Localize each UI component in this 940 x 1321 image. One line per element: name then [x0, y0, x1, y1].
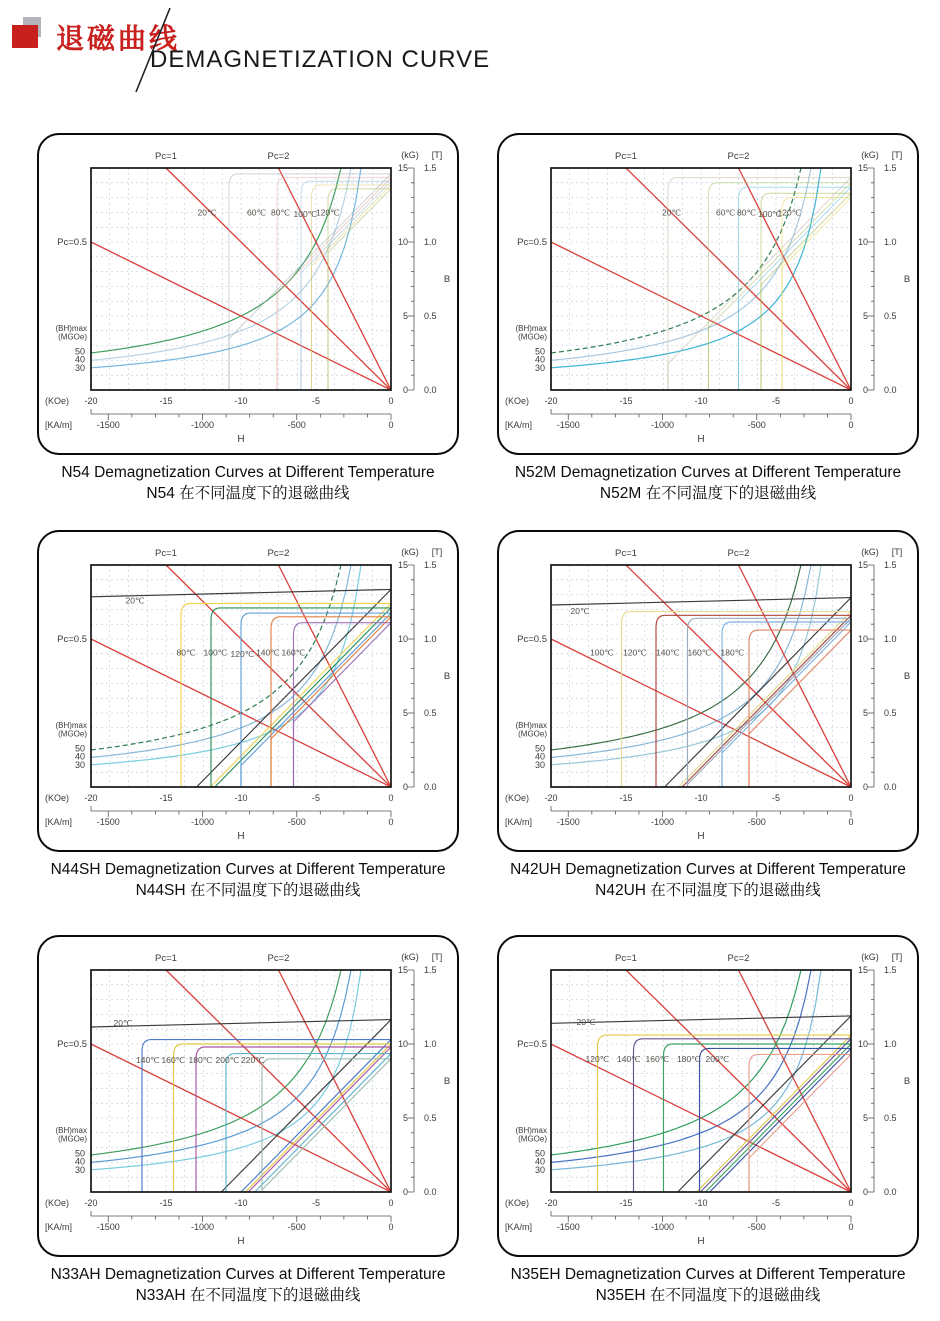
mgoe-label: (MGOe) — [58, 332, 87, 342]
intrinsic-curve-20℃ — [551, 598, 851, 605]
kg-tick: 0 — [862, 782, 868, 792]
chart-section-n42uh — [497, 530, 919, 901]
y-unit-t: [T] — [431, 952, 443, 962]
chart-section-n33ah — [37, 935, 459, 1306]
kam-tick: -1000 — [190, 817, 215, 827]
temp-label-180℃: 180℃ — [677, 1053, 701, 1064]
kg-tick: 15 — [397, 560, 408, 570]
t-tick: 1.0 — [424, 1039, 437, 1049]
chart-caption — [497, 859, 919, 901]
temp-label-180℃: 180℃ — [720, 647, 745, 658]
koe-tick: -5 — [311, 396, 321, 406]
x-unit-kam: [KA/m] — [45, 420, 73, 430]
koe-tick: -20 — [84, 396, 98, 406]
temp-label-100℃: 100℃ — [590, 647, 614, 658]
koe-tick: 0 — [848, 793, 854, 803]
temp-label-140℃: 140℃ — [617, 1053, 641, 1064]
bhmax-label: (BH)max — [515, 720, 547, 730]
x-unit-kam: [KA/m] — [45, 1222, 73, 1232]
pc-load-line-2 — [279, 168, 392, 390]
y-unit-t: [T] — [891, 952, 903, 962]
x-unit-koe: (KOe) — [505, 793, 530, 803]
temp-label-180℃: 180℃ — [188, 1055, 213, 1066]
chart-panel-n33ah — [37, 935, 459, 1257]
kg-tick: 10 — [397, 237, 408, 247]
mgoe-label: (MGOe) — [518, 1134, 547, 1144]
page-title-zh: 退磁曲线 — [56, 23, 181, 54]
koe-tick: -10 — [234, 793, 248, 803]
temp-label-140℃: 140℃ — [656, 647, 680, 658]
b-axis-label: B — [903, 670, 911, 682]
mgoe-label: (MGOe) — [518, 332, 547, 342]
t-tick: 0.5 — [424, 311, 437, 321]
t-tick: 0.0 — [884, 782, 897, 792]
x-unit-koe: (KOe) — [45, 793, 70, 803]
koe-tick: -15 — [619, 1198, 633, 1208]
page-title-en: DEMAGNETIZATION CURVE — [150, 46, 491, 73]
koe-tick: -10 — [234, 396, 248, 406]
grid — [551, 168, 851, 390]
t-tick: 1.0 — [884, 1039, 897, 1049]
t-tick: 1.5 — [884, 163, 897, 173]
kg-tick: 0 — [862, 385, 868, 395]
mgoe-label: (MGOe) — [58, 1134, 87, 1144]
chart-caption-zh: N44SH 在不同温度下的退磁曲线 — [135, 882, 361, 899]
chart-svg-N52M — [499, 138, 916, 450]
temp-label-20℃: 20℃ — [197, 207, 217, 218]
pc-load-line-2 — [739, 970, 852, 1192]
b-axis-label: B — [443, 273, 451, 285]
t-tick: 0.0 — [884, 385, 897, 395]
pc2-label: Pc=2 — [727, 151, 750, 162]
chart-section-n44sh — [37, 530, 459, 901]
temp-label-20℃: 20℃ — [570, 605, 590, 616]
bh-contour-40mgoe — [551, 565, 811, 757]
temp-label-140℃: 140℃ — [256, 647, 280, 658]
pc1-label: Pc=1 — [615, 953, 637, 964]
koe-tick: 0 — [388, 396, 394, 406]
temp-label-60℃: 60℃ — [716, 207, 736, 218]
koe-tick: 0 — [848, 396, 854, 406]
kg-tick: 0 — [402, 385, 408, 395]
h-axis-label: H — [697, 1236, 705, 1247]
t-tick: 0.0 — [424, 782, 437, 792]
y-unit-kg: (kG) — [861, 150, 879, 160]
bh-contour-30mgoe — [551, 168, 821, 368]
kam-tick: -1000 — [650, 420, 675, 430]
bh-tick: 40 — [74, 354, 85, 365]
bh-tick: 30 — [74, 1164, 85, 1175]
t-tick: 1.5 — [884, 560, 897, 570]
temp-label-200℃: 200℃ — [215, 1055, 240, 1066]
koe-tick: -15 — [159, 396, 173, 406]
bh-tick: 50 — [74, 346, 85, 357]
kam-tick: 0 — [848, 1222, 854, 1232]
pc1-label: Pc=1 — [155, 151, 177, 162]
chart-caption-en: N42UH Demagnetization Curves at Different Temperature — [510, 861, 906, 878]
chart-caption-zh: N54 在不同温度下的退磁曲线 — [146, 485, 350, 502]
kam-tick: -500 — [287, 420, 306, 430]
y-unit-kg: (kG) — [401, 952, 419, 962]
kam-tick: -500 — [747, 1222, 766, 1232]
bh-contour-30mgoe — [551, 970, 821, 1170]
kg-tick: 0 — [862, 1187, 868, 1197]
koe-tick: -5 — [311, 793, 321, 803]
chart-panel-n35eh — [497, 935, 919, 1257]
koe-tick: -5 — [771, 1198, 781, 1208]
kg-tick: 10 — [397, 1039, 408, 1049]
t-tick: 0.5 — [424, 1113, 437, 1123]
pc-load-line-1 — [166, 168, 391, 390]
kg-tick: 15 — [397, 965, 408, 975]
pc2-label: Pc=2 — [727, 953, 750, 964]
temp-label-200℃: 200℃ — [705, 1053, 730, 1064]
temp-label-120℃: 120℃ — [316, 207, 340, 218]
normal-curve-140℃ — [271, 617, 391, 787]
koe-tick: -20 — [544, 793, 558, 803]
kg-tick: 10 — [397, 634, 408, 644]
chart-caption-zh: N33AH 在不同温度下的退磁曲线 — [135, 1287, 361, 1304]
temp-label-20℃: 20℃ — [125, 595, 145, 606]
y-unit-kg: (kG) — [861, 952, 879, 962]
pc05-label: Pc=0.5 — [57, 634, 87, 645]
x-unit-kam: [KA/m] — [505, 1222, 533, 1232]
bhmax-label: (BH)max — [515, 1125, 547, 1135]
kam-tick: -1500 — [556, 1222, 580, 1232]
bh-tick: 50 — [534, 1148, 545, 1159]
chart-svg-N54 — [39, 138, 456, 450]
koe-tick: -20 — [544, 396, 558, 406]
pc05-label: Pc=0.5 — [57, 1039, 87, 1050]
kg-tick: 5 — [402, 1113, 408, 1123]
b-axis-label: B — [443, 670, 451, 682]
koe-tick: -15 — [159, 1198, 173, 1208]
temp-label-120℃: 120℃ — [777, 207, 802, 218]
chart-section-n54 — [37, 133, 459, 504]
intrinsic-curve-180℃ — [749, 630, 851, 787]
pc2-label: Pc=2 — [267, 151, 290, 162]
temp-label-100℃: 100℃ — [758, 208, 782, 219]
pc-load-line-2 — [279, 970, 392, 1192]
pc1-label: Pc=1 — [155, 953, 177, 964]
temp-label-160℃: 160℃ — [161, 1055, 186, 1066]
b-axis-label: B — [903, 1075, 911, 1087]
kam-tick: 0 — [388, 817, 394, 827]
bh-tick: 40 — [534, 354, 545, 365]
koe-tick: 0 — [388, 793, 394, 803]
x-unit-koe: (KOe) — [505, 1198, 530, 1208]
bh-tick: 30 — [534, 759, 545, 770]
t-tick: 1.0 — [424, 634, 437, 644]
t-tick: 1.0 — [884, 634, 897, 644]
chart-caption-en: N35EH Demagnetization Curves at Different Temperature — [510, 1266, 906, 1283]
chart-panel-n54 — [37, 133, 459, 455]
kg-tick: 5 — [862, 1113, 868, 1123]
h-axis-label: H — [237, 434, 245, 445]
chart-svg-N33AH — [39, 940, 456, 1252]
temp-label-20℃: 20℃ — [662, 207, 682, 218]
t-tick: 1.5 — [424, 560, 437, 570]
chart-caption-zh: N35EH 在不同温度下的退磁曲线 — [595, 1287, 821, 1304]
t-tick: 0.5 — [884, 708, 897, 718]
kg-tick: 0 — [402, 782, 408, 792]
chart-caption — [497, 1264, 919, 1306]
x-unit-kam: [KA/m] — [505, 817, 533, 827]
chart-caption-en: N54 Demagnetization Curves at Different Temperature — [61, 464, 435, 481]
koe-tick: -20 — [544, 1198, 558, 1208]
temp-label-120℃: 120℃ — [585, 1053, 610, 1064]
b-axis-label: B — [443, 1075, 451, 1087]
pc-load-line-2 — [279, 565, 392, 787]
bhmax-label: (BH)max — [55, 1125, 87, 1135]
pc2-label: Pc=2 — [267, 953, 290, 964]
bhmax-label: (BH)max — [55, 720, 87, 730]
bh-tick: 50 — [534, 346, 545, 357]
bhmax-label: (BH)max — [55, 323, 87, 333]
bh-contour-40mgoe — [551, 970, 811, 1162]
temp-label-160℃: 160℃ — [281, 647, 306, 658]
grid — [91, 970, 391, 1192]
kg-tick: 15 — [857, 163, 868, 173]
chart-section-n52m — [497, 133, 919, 504]
bh-contour-30mgoe — [91, 168, 361, 368]
koe-tick: -10 — [694, 1198, 708, 1208]
chart-caption — [497, 462, 919, 504]
chart-panel-n42uh — [497, 530, 919, 852]
chart-caption-zh: N42UH 在不同温度下的退磁曲线 — [595, 882, 821, 899]
pc-load-line-2 — [739, 168, 852, 390]
t-tick: 1.5 — [424, 965, 437, 975]
kam-tick: -500 — [287, 1222, 306, 1232]
y-unit-kg: (kG) — [401, 547, 419, 557]
bh-tick: 30 — [534, 362, 545, 373]
y-unit-t: [T] — [891, 150, 903, 160]
pc2-label: Pc=2 — [727, 548, 750, 559]
y-unit-t: [T] — [431, 150, 443, 160]
temp-label-100℃: 100℃ — [203, 647, 228, 658]
kg-tick: 5 — [862, 311, 868, 321]
kam-tick: 0 — [848, 420, 854, 430]
kam-tick: -1000 — [650, 1222, 675, 1232]
koe-tick: -5 — [311, 1198, 321, 1208]
bh-tick: 30 — [74, 362, 85, 373]
bh-contour-40mgoe — [551, 168, 811, 360]
bh-tick: 40 — [74, 1156, 85, 1167]
koe-tick: -10 — [234, 1198, 248, 1208]
h-axis-label: H — [237, 831, 245, 842]
chart-panel-n44sh — [37, 530, 459, 852]
y-unit-kg: (kG) — [401, 150, 419, 160]
grid — [91, 168, 391, 390]
temp-label-60℃: 60℃ — [247, 207, 267, 218]
kam-tick: -1000 — [650, 817, 675, 827]
page-header — [0, 0, 940, 110]
kg-tick: 0 — [402, 1187, 408, 1197]
chart-caption — [37, 1264, 459, 1306]
temp-label-80℃: 80℃ — [271, 207, 291, 218]
chart-svg-N35EH — [499, 940, 916, 1252]
koe-tick: -10 — [694, 793, 708, 803]
kg-tick: 5 — [402, 708, 408, 718]
kam-tick: -500 — [747, 420, 766, 430]
t-tick: 1.5 — [424, 163, 437, 173]
temp-label-20℃: 20℃ — [576, 1016, 596, 1027]
y-unit-kg: (kG) — [861, 547, 879, 557]
chart-svg-N44SH — [39, 535, 456, 847]
kam-tick: -1000 — [190, 420, 215, 430]
intrinsic-curve-140℃ — [271, 617, 391, 787]
chart-caption-en: N33AH Demagnetization Curves at Different Temperature — [50, 1266, 446, 1283]
bhmax-label: (BH)max — [515, 323, 547, 333]
kam-tick: 0 — [388, 420, 394, 430]
chart-caption-en: N52M Demagnetization Curves at Different Temperature — [514, 464, 902, 481]
t-tick: 0.0 — [884, 1187, 897, 1197]
pc05-label: Pc=0.5 — [517, 237, 547, 248]
temp-label-120℃: 120℃ — [230, 648, 255, 659]
pc1-label: Pc=1 — [615, 548, 637, 559]
kg-tick: 5 — [402, 311, 408, 321]
koe-tick: -5 — [771, 793, 781, 803]
pc-load-line-1 — [166, 565, 391, 787]
kg-tick: 10 — [857, 634, 868, 644]
chart-caption-zh: N52M 在不同温度下的退磁曲线 — [599, 485, 817, 502]
h-axis-label: H — [697, 434, 705, 445]
intrinsic-curve-80℃ — [181, 604, 391, 788]
x-unit-kam: [KA/m] — [505, 420, 533, 430]
x-unit-koe: (KOe) — [45, 1198, 70, 1208]
bh-tick: 50 — [74, 743, 85, 754]
temp-label-220℃: 220℃ — [241, 1055, 265, 1066]
h-axis-label: H — [237, 1236, 245, 1247]
t-tick: 1.0 — [424, 237, 437, 247]
kam-tick: -500 — [747, 817, 766, 827]
temp-label-160℃: 160℃ — [645, 1053, 670, 1064]
pc1-label: Pc=1 — [155, 548, 177, 559]
koe-tick: -15 — [619, 396, 633, 406]
t-tick: 0.0 — [424, 1187, 437, 1197]
koe-tick: -20 — [84, 793, 98, 803]
pc05-label: Pc=0.5 — [517, 1039, 547, 1050]
t-tick: 0.0 — [424, 385, 437, 395]
koe-tick: -15 — [619, 793, 633, 803]
kam-tick: -1500 — [96, 420, 120, 430]
koe-tick: 0 — [388, 1198, 394, 1208]
bh-tick: 40 — [74, 751, 85, 762]
temp-label-140℃: 140℃ — [136, 1055, 160, 1066]
chart-caption — [37, 859, 459, 901]
h-axis-label: H — [697, 831, 705, 842]
t-tick: 1.0 — [884, 237, 897, 247]
kam-tick: -500 — [287, 817, 306, 827]
x-unit-koe: (KOe) — [505, 396, 530, 406]
normal-curve-180℃ — [749, 630, 851, 787]
temp-label-80℃: 80℃ — [176, 647, 196, 658]
kg-tick: 15 — [857, 560, 868, 570]
bh-tick: 30 — [74, 759, 85, 770]
t-tick: 0.5 — [884, 311, 897, 321]
chart-caption — [37, 462, 459, 504]
t-tick: 1.5 — [884, 965, 897, 975]
t-tick: 0.5 — [884, 1113, 897, 1123]
pc2-label: Pc=2 — [267, 548, 290, 559]
koe-tick: -10 — [694, 396, 708, 406]
bh-contour-30mgoe — [551, 565, 821, 765]
kg-tick: 15 — [397, 163, 408, 173]
chart-svg-N42UH — [499, 535, 916, 847]
chart-caption-en: N44SH Demagnetization Curves at Different Temperature — [50, 861, 446, 878]
x-unit-kam: [KA/m] — [45, 817, 73, 827]
pc05-label: Pc=0.5 — [57, 237, 87, 248]
kam-tick: -1500 — [96, 817, 120, 827]
koe-tick: 0 — [848, 1198, 854, 1208]
kam-tick: 0 — [388, 1222, 394, 1232]
pc05-label: Pc=0.5 — [517, 634, 547, 645]
chart-panel-n52m — [497, 133, 919, 455]
kam-tick: -1000 — [190, 1222, 215, 1232]
bh-tick: 30 — [534, 1164, 545, 1175]
koe-tick: -20 — [84, 1198, 98, 1208]
chart-section-n35eh — [497, 935, 919, 1306]
b-axis-label: B — [903, 273, 911, 285]
kg-tick: 5 — [862, 708, 868, 718]
kam-tick: 0 — [848, 817, 854, 827]
mgoe-label: (MGOe) — [58, 729, 87, 739]
pc1-label: Pc=1 — [615, 151, 637, 162]
y-unit-t: [T] — [431, 547, 443, 557]
bh-tick: 40 — [534, 1156, 545, 1167]
bh-tick: 40 — [534, 751, 545, 762]
kam-tick: -1500 — [96, 1222, 120, 1232]
kam-tick: -1500 — [556, 817, 580, 827]
koe-tick: -15 — [159, 793, 173, 803]
kg-tick: 15 — [857, 965, 868, 975]
temp-label-80℃: 80℃ — [737, 207, 757, 218]
y-unit-t: [T] — [891, 547, 903, 557]
kg-tick: 10 — [857, 1039, 868, 1049]
bh-tick: 50 — [74, 1148, 85, 1159]
koe-tick: -5 — [771, 396, 781, 406]
normal-curve-140℃ — [688, 618, 852, 787]
temp-label-160℃: 160℃ — [687, 647, 712, 658]
mgoe-label: (MGOe) — [518, 729, 547, 739]
intrinsic-curve-20℃ — [551, 1016, 851, 1023]
x-unit-koe: (KOe) — [45, 396, 70, 406]
temp-label-100℃: 100℃ — [293, 208, 318, 219]
kg-tick: 10 — [857, 237, 868, 247]
temp-label-120℃: 120℃ — [623, 647, 647, 658]
t-tick: 0.5 — [424, 708, 437, 718]
bh-tick: 50 — [534, 743, 545, 754]
kam-tick: -1500 — [556, 420, 580, 430]
temp-label-20℃: 20℃ — [113, 1018, 133, 1029]
